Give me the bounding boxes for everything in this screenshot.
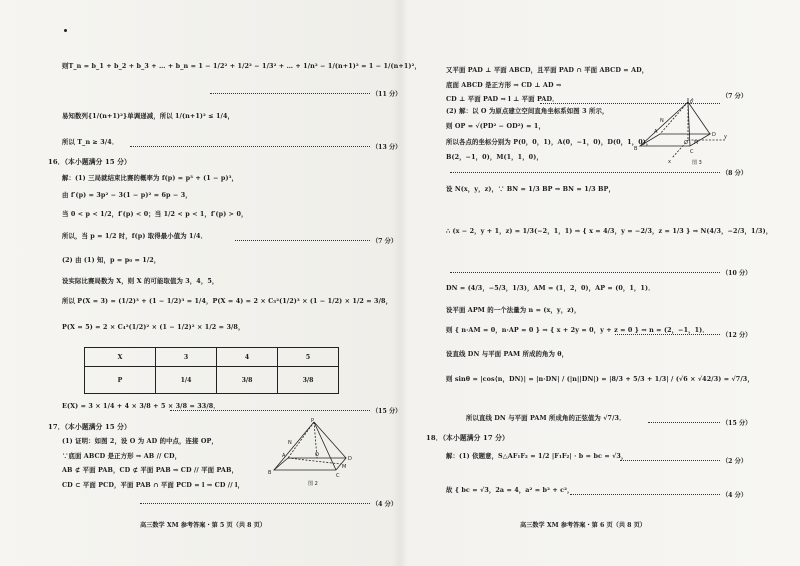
line-q16-p5: P(X = 5) = 2 × C₄²(1/2)² × (1 − 1/2)² × 1/2 = 3/8，: [62, 323, 245, 331]
line-q17-square: ∵底面 ABCD 是正方形 ⇒ AB // CD，: [62, 452, 182, 460]
line-solve-n: ∴ (x − 2，y + 1，z) = 1/3(−2，1，1) ⇒ { x = 4/3，y = −2/3，z = 1/3 } ⇒ N(4/3，−2/3，1/3)，: [446, 227, 773, 235]
point-label: O: [684, 140, 688, 146]
score-2: （2 分）: [722, 458, 748, 465]
score-12: （12 分）: [722, 332, 752, 339]
point-label: B: [634, 146, 638, 152]
point-label: C: [336, 473, 340, 479]
leader-dots: [570, 494, 720, 495]
line-plane-perpendicular: 又平面 PAD ⊥ 平面 ABCD，且平面 PAD ∩ 平面 ABCD = AD，: [446, 66, 649, 74]
point-label: C: [690, 149, 694, 155]
point-label: D: [348, 456, 352, 462]
edge-pb: [274, 422, 314, 470]
table-cell: 3: [156, 348, 217, 367]
line-square-cd-ad: 底面 ABCD 是正方形 ⇒ CD ⊥ AD ⇒: [446, 81, 562, 89]
edge-pd: [688, 102, 710, 134]
question-18-heading: 18．（本小题满分 17 分）: [426, 434, 509, 442]
point-label: B: [268, 470, 272, 476]
leader-dots: [235, 240, 370, 241]
distribution-table: [84, 347, 339, 394]
page-footer: 高三数学 XM 参考答案・第 6 页（共 8 页）: [520, 522, 646, 529]
table-cell: 3/8: [278, 367, 339, 394]
line-q17-parallel: AB ⊄ 平面 PAB，CD ⊄ 平面 PAB ⇒ CD // 平面 PAB，: [62, 466, 238, 474]
question-17-heading: 17．（本小题满分 15 分）: [48, 423, 131, 431]
line-normal-vector: 设平面 APM 的一个法量为 n = (x，y，z)，: [446, 306, 581, 314]
line-coords-1: 所以各点的坐标分别为 P(0，0，1)，A(0，−1，0)，D(0，1，0)，: [446, 138, 653, 146]
line-q16-expectation: E(X) = 3 × 1/4 + 4 × 3/8 + 5 × 3/8 = 33/8．: [62, 402, 220, 410]
line-q16-p0: (2) 由 (1) 知，p = p₀ = 1/2，: [62, 256, 161, 264]
point-label: N: [288, 440, 292, 446]
axis-label: x: [668, 159, 671, 165]
figure-2-pyramid: [266, 418, 356, 488]
line-tn-bound: 所以 T_n ≥ 3/4．: [62, 138, 119, 146]
answer-page-6: [420, 0, 773, 566]
line-normal-solve: 则 { n·AM = 0，n·AP = 0 } ⇒ { x + 2y = 0，y + z = 0 } ⇒ n = (2，−1，1)．: [446, 326, 709, 334]
point-label: D: [712, 132, 716, 138]
axis-label: z: [691, 98, 694, 102]
score-8: （8 分）: [722, 170, 748, 177]
figure-caption: 图 2: [308, 481, 318, 487]
page-footer: 高三数学 XM 参考答案・第 5 页（共 8 页）: [140, 522, 266, 529]
point-label: N: [660, 118, 664, 124]
score-10: （10 分）: [722, 270, 752, 277]
table-row-label: P: [85, 367, 156, 394]
line-tn-telescoping: 则T_n = b_1 + b_2 + b_3 + … + b_n = 1 − 1/2² + 1/2² − 1/3² + … + 1/n² − 1/(n+1)² = 1 − 1/(n+1)²，: [62, 62, 421, 70]
table-cell: 4: [217, 348, 278, 367]
leader-dots: [140, 503, 370, 504]
leader-dots: [210, 93, 370, 94]
line-q17-intersection: CD ⊂ 平面 PCD，平面 PAB ∩ 平面 PCD = l ⇒ CD // l，: [62, 481, 245, 489]
line-op-length: 则 OP = √(PD² − OD²) = 1，: [446, 122, 545, 130]
line-bn-ratio: 设 N(x，y，z)，∵ BN = 1/3 BP ⇒ BN = 1/3 BP，: [446, 185, 615, 193]
figure-caption: 图 3: [692, 160, 702, 166]
answer-page-5: [40, 0, 421, 566]
line-angle-theta: 设直线 DN 与平面 PAM 所成的角为 θ，: [446, 350, 569, 358]
line-cd-perp-pad: CD ⊥ 平面 PAD ⇒ l ⊥ 平面 PAD．: [446, 95, 559, 103]
line-sin-theta: 则 sinθ = |cos⟨n，DN⟩| = |n·DN| / (|n||DN|) = |8/3 + 5/3 + 1/3| / (√6 × √42/3) = √7/3，: [446, 375, 754, 383]
edge-pb: [640, 102, 688, 146]
edge-pc: [314, 422, 336, 470]
table-row-p: [85, 367, 339, 394]
axis-label: y: [724, 134, 727, 140]
question-16-heading: 16．（本小题满分 15 分）: [48, 158, 131, 166]
line-q18-system: 故 { bc = √3，2a = 4，a² = b² + c²，: [446, 486, 574, 494]
point-label: A: [654, 129, 658, 135]
line-q16-p34: 所以 P(X = 3) = (1/2)³ + (1 − 1/2)³ = 1/4，P(X = 4) = 2 × C₃²(1/2)³ × (1 − 1/2) × 1/2 = 3/8，: [62, 297, 393, 305]
table-cell: 1/4: [156, 367, 217, 394]
line-q16-x-values: 设实际比赛局数为 X，则 X 的可能取值为 3，4，5，: [62, 277, 219, 285]
leader-dots: [615, 334, 720, 335]
point-label: O: [315, 452, 319, 458]
point-label: P: [311, 418, 315, 424]
point-label: M: [342, 464, 347, 470]
line-q18-area: 解：(1) 依题意，S△AF₁F₂ = 1/2 |F₁F₂| · b = bc = √3，: [446, 452, 628, 460]
score-13: （13 分）: [372, 144, 402, 151]
score-11: （11 分）: [372, 91, 402, 98]
score-7: （7 分）: [372, 238, 398, 245]
figure-3-coordinate-pyramid: [630, 98, 730, 168]
leader-dots: [648, 422, 720, 423]
point-label: A: [282, 453, 286, 459]
leader-dots: [170, 410, 370, 411]
line-q17-proof: (1) 证明：如图 2，设 O 为 AD 的中点，连接 OP，: [62, 437, 218, 445]
table-row-label: X: [85, 348, 156, 367]
score-15: （15 分）: [372, 408, 402, 415]
leader-dots: [450, 272, 720, 273]
leader-dots: [620, 460, 720, 461]
score-4: （4 分）: [372, 501, 398, 508]
line-vectors: DN = (4/3，−5/3，1/3)，AM = (1，2，0)，AP = (0，1，1)．: [446, 284, 655, 292]
line-coordinate-system: (2) 解：以 O 为原点建立空间直角坐标系如图 3 所示，: [446, 107, 609, 115]
table-cell: 5: [278, 348, 339, 367]
line-monotonic: 易知数列{1/(n+1)²}单调递减，所以 1/(n+1)² ≤ 1/4，: [62, 112, 235, 120]
score-7: （7 分）: [722, 93, 748, 100]
line-q16-sign: 当 0 < p < 1/2，f′(p) < 0；当 1/2 < p < 1，f′(p) > 0，: [62, 210, 248, 218]
score-15: （15 分）: [722, 420, 752, 427]
edge-pa: [660, 102, 688, 134]
leader-dots: [450, 172, 720, 173]
line-coords-2: B(2，−1，0)，M(1，1，0)，: [446, 153, 543, 161]
line-q16-fp: 解：(1) 三局就结束比赛的概率为 f(p) = p³ + (1 − p)³，: [62, 174, 239, 182]
table-cell: 3/8: [217, 367, 278, 394]
table-row-x: [85, 348, 339, 367]
line-conclusion: 所以直线 DN 与平面 PAM 所成角的正弦值为 √7/3．: [466, 414, 626, 422]
point-label: M: [694, 140, 699, 146]
score-4: （4 分）: [722, 492, 748, 499]
line-q16-derivative: 由 f′(p) = 3p² − 3(1 − p)² = 6p − 3，: [62, 191, 192, 199]
point-label: P: [690, 100, 694, 106]
line-q16-min: 所以，当 p = 1/2 时，f(p) 取得最小值为 1/4．: [62, 232, 208, 240]
leader-dots: [130, 146, 370, 147]
edge-pa: [288, 422, 314, 458]
